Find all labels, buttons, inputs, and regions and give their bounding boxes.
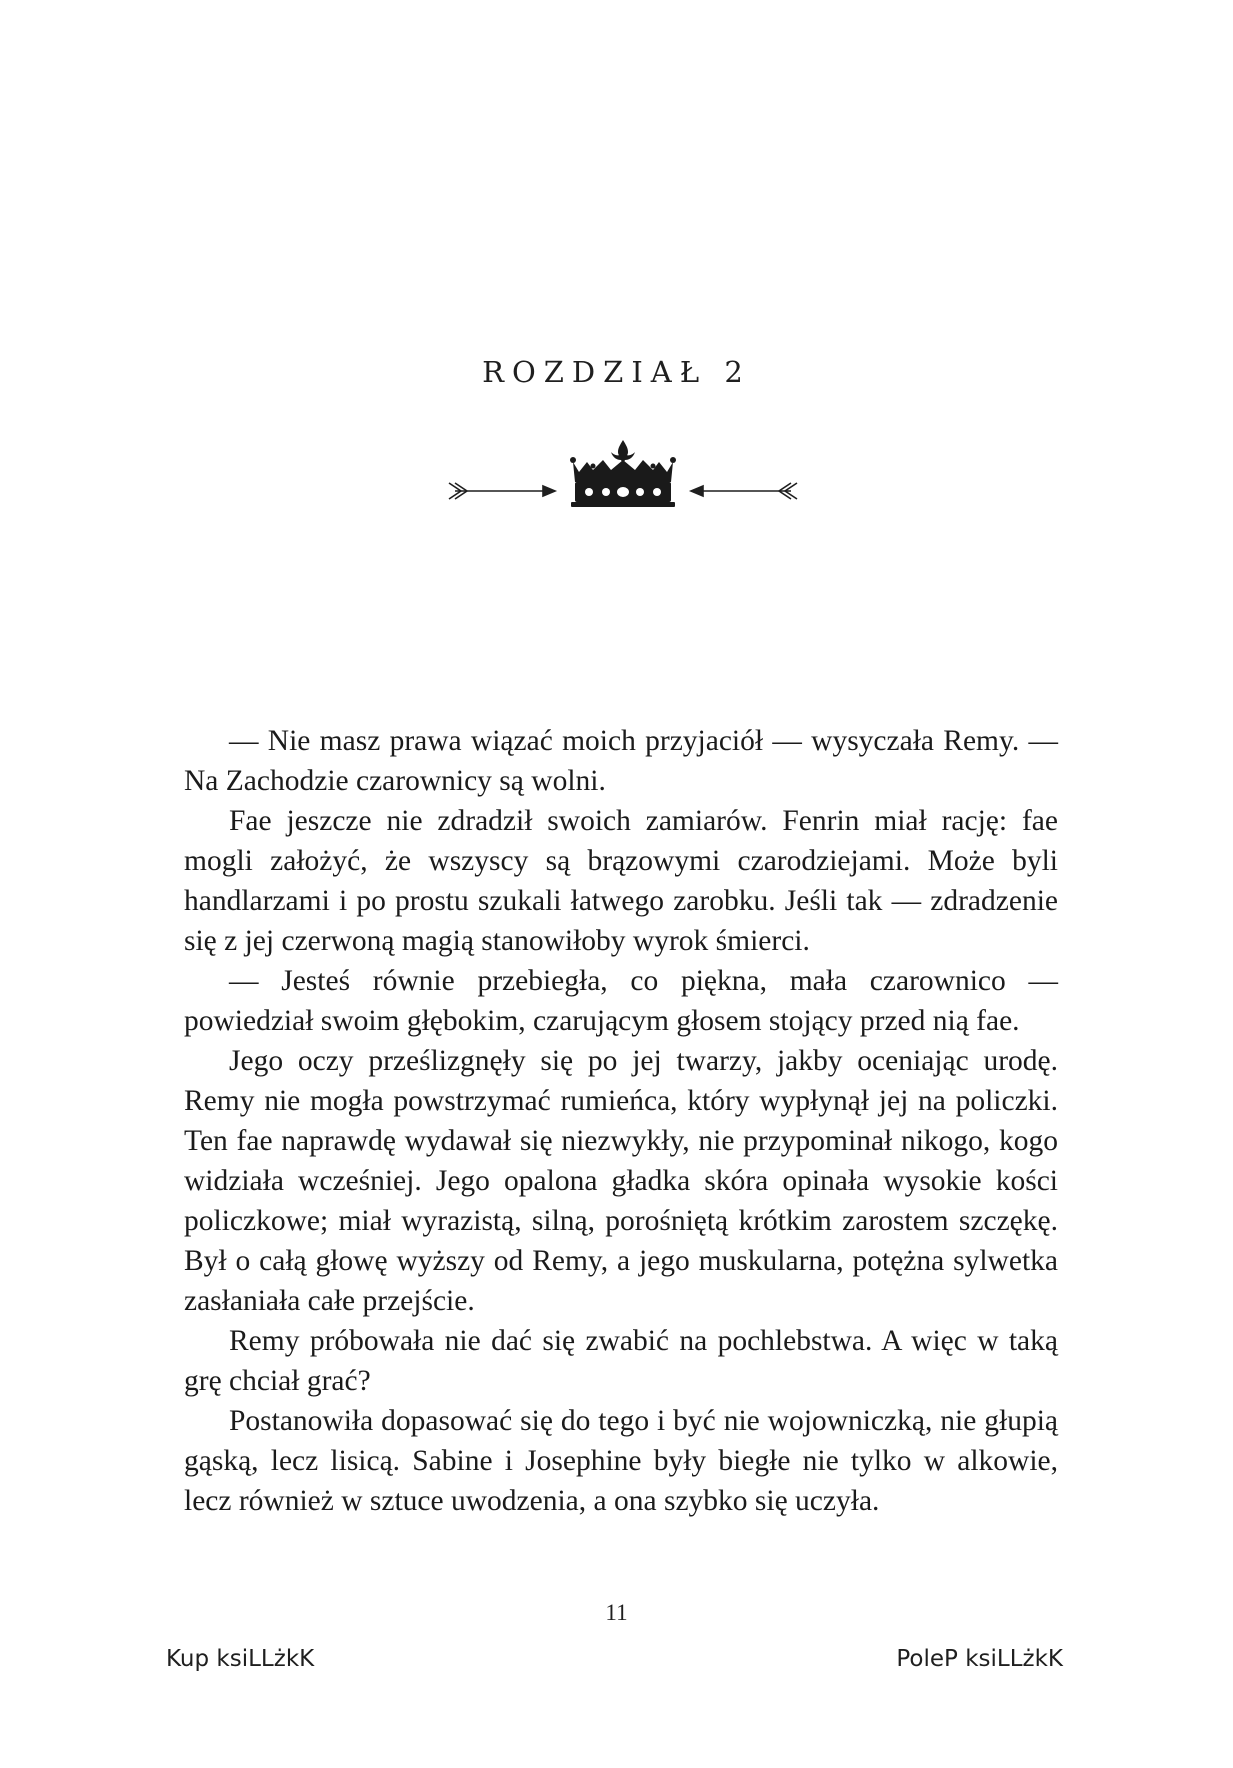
paragraph: — Nie masz prawa wiązać moich przyjaciół — wysyczała Remy. — Na Zachodzie czarownicy są wolni. (184, 725, 1058, 797)
right-arrow-icon (691, 483, 797, 499)
crown-with-arrows-ornament (447, 438, 799, 510)
crown-icon (570, 440, 676, 507)
paragraph: Postanowiła dopasować się do tego i być nie wojowniczką, nie głupią gąską, lecz lisicą. Sabine i Josephine były biegłe nie tylko w alkowie, lecz również w sztuce uwodzenia, a ona szybko się uczyła. (184, 1405, 1058, 1517)
paragraph: Remy próbowała nie dać się zwabić na pochlebstwa. A więc w taką grę chciał grać? (184, 1325, 1058, 1397)
left-arrow-icon (449, 483, 555, 499)
buy-book-link[interactable]: Kup ksiLLżkK (166, 1646, 315, 1672)
paragraph: Fae jeszcze nie zdradził swoich zamiarów. Fenrin miał rację: fae mogli założyć, że wszyscy są brązowymi czarodziejami. Może byli handlarzami i po prostu szukali łatwego zarobku. Jeśli tak — zdradzenie się z jej czerwoną magią stanowiłoby wyrok śmierci. (184, 805, 1058, 957)
page-number: 11 (605, 1600, 628, 1625)
recommend-book-link[interactable]: PoleP ksiLLżkK (896, 1646, 1063, 1672)
paragraph: Jego oczy prześlizgnęły się po jej twarzy, jakby oceniając urodę. Remy nie mogła powstrzymać rumieńca, który wypłynął jej na policzki. Ten fae naprawdę wydawał się niezwykły, nie przypominał nikogo, kogo widziała wcześniej. Jego opalona gładka skóra opinała wysokie kości policzkowe; miał wyrazistą, silną, porośniętą krótkim zarostem szczękę. Był o całą głowę wyższy od Remy, a jego muskularna, potężna sylwetka zasłaniała całe przejście. (184, 1045, 1058, 1317)
chapter-body (184, 721, 1058, 1521)
chapter-heading: ROZDZIAŁ 2 (482, 355, 751, 390)
paragraph: — Jesteś równie przebiegła, co piękna, mała czarownico — powiedział swoim głębokim, czarującym głosem stojący przed nią fae. (184, 965, 1058, 1037)
